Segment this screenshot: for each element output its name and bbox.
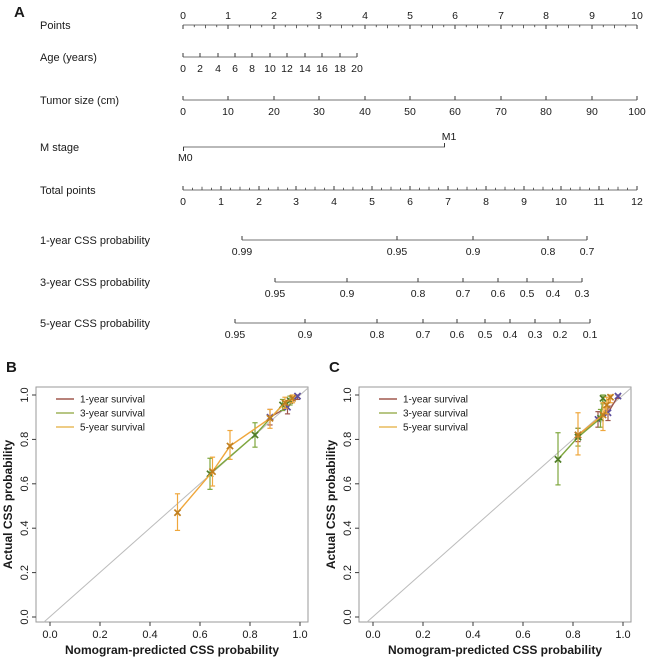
nomogram-row-5-year-css-probability bbox=[40, 318, 597, 341]
svg-text:0.9: 0.9 bbox=[465, 246, 481, 258]
nomogram-row-tumor-size-cm bbox=[40, 95, 646, 118]
svg-text:0.4: 0.4 bbox=[142, 629, 158, 641]
svg-text:0.4: 0.4 bbox=[545, 288, 561, 300]
svg-text:0.8: 0.8 bbox=[242, 629, 258, 641]
svg-text:80: 80 bbox=[540, 106, 552, 118]
svg-text:9: 9 bbox=[589, 10, 595, 22]
legend-label: 3-year survival bbox=[80, 408, 146, 420]
svg-text:0.6: 0.6 bbox=[192, 629, 208, 641]
svg-text:0.5: 0.5 bbox=[477, 329, 493, 341]
legend-label: 5-year survival bbox=[80, 422, 146, 434]
nomogram-row-3-year-css-probability bbox=[40, 277, 589, 300]
svg-text:1: 1 bbox=[218, 196, 224, 208]
svg-text:1.0: 1.0 bbox=[615, 629, 631, 641]
svg-text:3: 3 bbox=[316, 10, 322, 22]
x-axis-title: Nomogram-predicted CSS probability bbox=[387, 643, 603, 657]
svg-text:4: 4 bbox=[215, 63, 221, 75]
svg-text:10: 10 bbox=[631, 10, 643, 22]
svg-text:0.6: 0.6 bbox=[515, 629, 531, 641]
nomogram-row-total-points bbox=[40, 185, 643, 208]
svg-text:0.5: 0.5 bbox=[519, 288, 535, 300]
svg-text:11: 11 bbox=[593, 196, 605, 208]
svg-text:7: 7 bbox=[445, 196, 451, 208]
svg-text:40: 40 bbox=[359, 106, 371, 118]
row-label: Points bbox=[40, 20, 71, 32]
svg-text:0.3: 0.3 bbox=[527, 329, 543, 341]
plot-area bbox=[359, 387, 631, 622]
svg-text:0: 0 bbox=[180, 10, 186, 22]
row-label: Age (years) bbox=[40, 52, 97, 64]
svg-text:0.8: 0.8 bbox=[19, 431, 31, 448]
svg-text:0.2: 0.2 bbox=[19, 564, 31, 581]
svg-text:0.8: 0.8 bbox=[369, 329, 385, 341]
row-label: 5-year CSS probability bbox=[40, 318, 151, 330]
svg-text:0.4: 0.4 bbox=[502, 329, 518, 341]
svg-text:0.7: 0.7 bbox=[455, 288, 471, 300]
svg-text:8: 8 bbox=[249, 63, 255, 75]
svg-text:0.8: 0.8 bbox=[410, 288, 426, 300]
row-label: 1-year CSS probability bbox=[40, 235, 151, 247]
nomogram-row-1-year-css-probability bbox=[40, 235, 594, 258]
svg-text:3: 3 bbox=[293, 196, 299, 208]
svg-text:10: 10 bbox=[222, 106, 234, 118]
svg-text:70: 70 bbox=[495, 106, 507, 118]
svg-text:1: 1 bbox=[225, 10, 231, 22]
nomogram-row-age-years bbox=[40, 52, 363, 75]
svg-text:60: 60 bbox=[449, 106, 461, 118]
x-axis-title: Nomogram-predicted CSS probability bbox=[64, 643, 280, 657]
svg-text:2: 2 bbox=[197, 63, 203, 75]
svg-text:0.8: 0.8 bbox=[342, 431, 354, 448]
svg-text:50: 50 bbox=[404, 106, 416, 118]
calibration-plot-b bbox=[0, 355, 323, 663]
svg-text:2: 2 bbox=[256, 196, 262, 208]
row-label: Total points bbox=[40, 185, 96, 197]
svg-text:0.99: 0.99 bbox=[231, 246, 253, 258]
svg-text:0: 0 bbox=[180, 106, 186, 118]
svg-text:0.0: 0.0 bbox=[365, 629, 381, 641]
svg-text:5: 5 bbox=[369, 196, 375, 208]
y-axis-title: Actual CSS probability bbox=[1, 439, 15, 570]
svg-text:100: 100 bbox=[628, 106, 646, 118]
svg-text:0.0: 0.0 bbox=[42, 629, 58, 641]
series-3-year-survival bbox=[555, 395, 606, 485]
svg-text:4: 4 bbox=[362, 10, 368, 22]
svg-text:20: 20 bbox=[268, 106, 280, 118]
svg-text:0.2: 0.2 bbox=[92, 629, 108, 641]
svg-text:0.95: 0.95 bbox=[224, 329, 246, 341]
svg-text:0.3: 0.3 bbox=[574, 288, 590, 300]
svg-text:9: 9 bbox=[521, 196, 527, 208]
svg-text:12: 12 bbox=[631, 196, 643, 208]
svg-text:2: 2 bbox=[271, 10, 277, 22]
svg-text:6: 6 bbox=[452, 10, 458, 22]
panel-label-c: C bbox=[329, 359, 340, 376]
svg-text:5: 5 bbox=[407, 10, 413, 22]
nomogram-row-points bbox=[40, 10, 643, 32]
svg-text:0.0: 0.0 bbox=[342, 609, 354, 625]
row-label: M stage bbox=[40, 142, 80, 154]
svg-text:0.8: 0.8 bbox=[540, 246, 556, 258]
svg-text:7: 7 bbox=[498, 10, 504, 22]
svg-text:0.6: 0.6 bbox=[342, 476, 354, 492]
svg-text:0.6: 0.6 bbox=[19, 476, 31, 492]
y-axis-title: Actual CSS probability bbox=[324, 439, 338, 570]
svg-text:90: 90 bbox=[586, 106, 598, 118]
svg-text:0.4: 0.4 bbox=[342, 520, 354, 536]
svg-text:10: 10 bbox=[264, 63, 276, 75]
svg-text:0.95: 0.95 bbox=[264, 288, 286, 300]
svg-text:1.0: 1.0 bbox=[19, 387, 31, 403]
series-5-year-survival bbox=[575, 394, 614, 455]
svg-text:12: 12 bbox=[281, 63, 293, 75]
svg-text:10: 10 bbox=[555, 196, 567, 208]
row-label: 3-year CSS probability bbox=[40, 277, 151, 289]
svg-text:0.7: 0.7 bbox=[579, 246, 595, 258]
svg-text:14: 14 bbox=[299, 63, 311, 75]
svg-text:30: 30 bbox=[313, 106, 325, 118]
svg-text:0.8: 0.8 bbox=[565, 629, 581, 641]
svg-text:20: 20 bbox=[351, 63, 363, 75]
svg-text:18: 18 bbox=[334, 63, 346, 75]
svg-text:6: 6 bbox=[407, 196, 413, 208]
svg-text:8: 8 bbox=[543, 10, 549, 22]
svg-text:4: 4 bbox=[331, 196, 337, 208]
svg-text:8: 8 bbox=[483, 196, 489, 208]
legend bbox=[379, 395, 468, 434]
svg-text:0: 0 bbox=[180, 196, 186, 208]
svg-text:1.0: 1.0 bbox=[292, 629, 308, 641]
svg-text:0.6: 0.6 bbox=[490, 288, 506, 300]
svg-text:0.4: 0.4 bbox=[19, 520, 31, 536]
svg-text:0.9: 0.9 bbox=[339, 288, 355, 300]
svg-text:0.9: 0.9 bbox=[297, 329, 313, 341]
svg-text:0.7: 0.7 bbox=[415, 329, 431, 341]
calibration-plot-c bbox=[323, 355, 646, 663]
series-3-year-survival bbox=[207, 396, 293, 489]
svg-text:0.0: 0.0 bbox=[19, 609, 31, 625]
svg-text:0.6: 0.6 bbox=[449, 329, 465, 341]
legend bbox=[56, 395, 145, 434]
svg-text:6: 6 bbox=[232, 63, 238, 75]
axes bbox=[324, 387, 631, 657]
svg-text:16: 16 bbox=[316, 63, 328, 75]
svg-text:0.95: 0.95 bbox=[386, 246, 408, 258]
nomogram-row-m-stage bbox=[40, 131, 456, 164]
svg-text:1.0: 1.0 bbox=[342, 387, 354, 403]
svg-text:0.2: 0.2 bbox=[415, 629, 431, 641]
panel-label-b: B bbox=[6, 359, 17, 376]
calibration-row bbox=[0, 355, 646, 663]
svg-text:0.1: 0.1 bbox=[582, 329, 598, 341]
legend-label: 1-year survival bbox=[403, 394, 469, 406]
svg-text:0.4: 0.4 bbox=[465, 629, 481, 641]
svg-text:M0: M0 bbox=[178, 152, 193, 164]
svg-text:0.2: 0.2 bbox=[342, 564, 354, 581]
legend-label: 5-year survival bbox=[403, 422, 469, 434]
legend-label: 3-year survival bbox=[403, 408, 469, 420]
svg-text:0.2: 0.2 bbox=[552, 329, 568, 341]
panel-label-a: A bbox=[14, 4, 25, 21]
svg-text:0: 0 bbox=[180, 63, 186, 75]
row-label: Tumor size (cm) bbox=[40, 95, 120, 107]
legend-label: 1-year survival bbox=[80, 394, 146, 406]
svg-text:M1: M1 bbox=[441, 131, 457, 143]
